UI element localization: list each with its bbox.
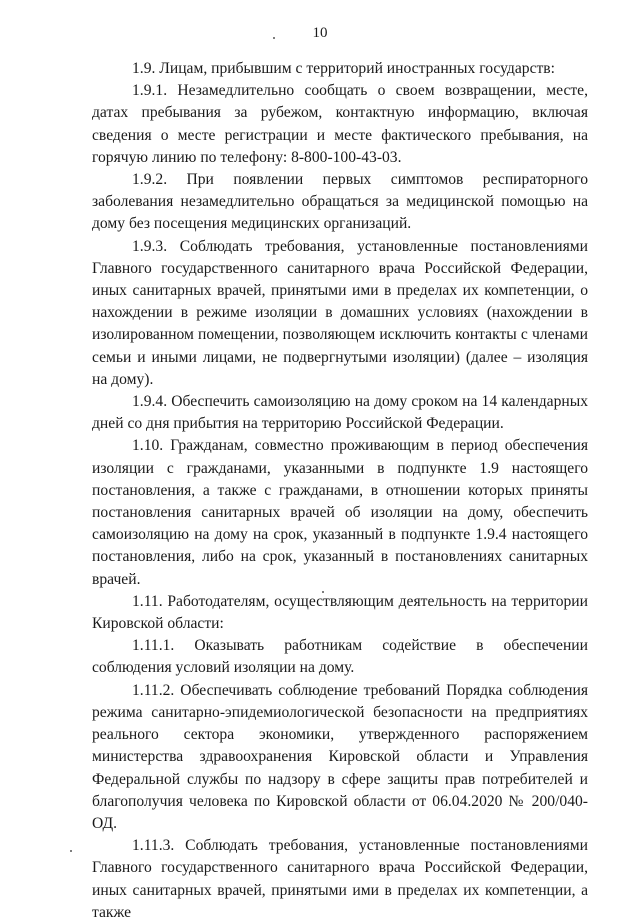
paragraph-1-9: 1.9. Лицам, прибывшим с территорий иностранных государств: xyxy=(132,60,555,77)
page-number: 10 xyxy=(312,25,328,41)
scan-speck xyxy=(273,37,275,39)
scan-speck xyxy=(70,850,72,852)
document-body xyxy=(92,58,588,924)
paragraph-1-11-3: 1.11.3. Соблюдать требования, установленные постановлениями Главного государственного санитарного врача Российской Федерации, иных санитарных врачей, принятыми ими в пределах их компетенции, а также xyxy=(92,837,588,921)
paragraph-1-9-3: 1.9.3. Соблюдать требования, установленные постановлениями Главного государственного санитарного врача Российской Федерации, иных санитарных врачей, принятыми ими в пределах их компетенции, о нахождении в режиме изоляции в домашних условиях (нахождении в изолированном помещении, позволяющем исключить контакты с членами семьи и иными лицами, не подвергнутыми изоляции) (далее – изоляция на дому). xyxy=(92,237,588,388)
paragraph-1-9-2: 1.9.2. При появлении первых симптомов респираторного заболевания незамедлительно обращаться за медицинской помощью на дому без посещения медицинских организаций. xyxy=(92,171,588,233)
paragraph-1-11-1: 1.11.1. Оказывать работникам содействие в обеспечении соблюдения условий изоляции на дому. xyxy=(92,637,588,677)
paragraph-1-11: 1.11. Работодателям, осуществляющим деятельность на территории Кировской области: xyxy=(92,592,588,633)
paragraph-1-9-4: 1.9.4. Обеспечить самоизоляцию на дому сроком на 14 календарных дней со дня прибытия на территорию Российской Федерации. xyxy=(92,393,588,433)
paragraph-1-11-2: 1.11.2. Обеспечивать соблюдение требований Порядка соблюдения режима санитарно-эпидемиологической безопасности на предприятиях реального сектора экономики, утвержденного распоряжением министерства здравоохранения Кировской области и Управления Федеральной службы по надзору в сфере защиты прав потребителей и благополучия человека по Кировской области от 06.04.2020 № 200/040-ОД. xyxy=(92,681,588,832)
paragraph-1-9-1: 1.9.1. Незамедлительно сообщать о своем возвращении, месте, датах пребывания за рубежом, контактную информацию, включая сведения о месте регистрации и месте фактического пребывания, на горячую линию по телефону: 8-800-100-43-03. xyxy=(92,82,588,166)
paragraph-1-10: 1.10. Гражданам, совместно проживающим в период обеспечения изоляции с гражданами, указанными в подпункте 1.9 настоящего постановления, а также с гражданами, в отношении которых приняты постановления санитарных врачей об изоляции на дому, обеспечить самоизоляцию на дому на срок, указанный в подпункте 1.9.4 настоящего постановления, либо на срок, указанный в постановлениях санитарных врачей. xyxy=(92,437,588,588)
